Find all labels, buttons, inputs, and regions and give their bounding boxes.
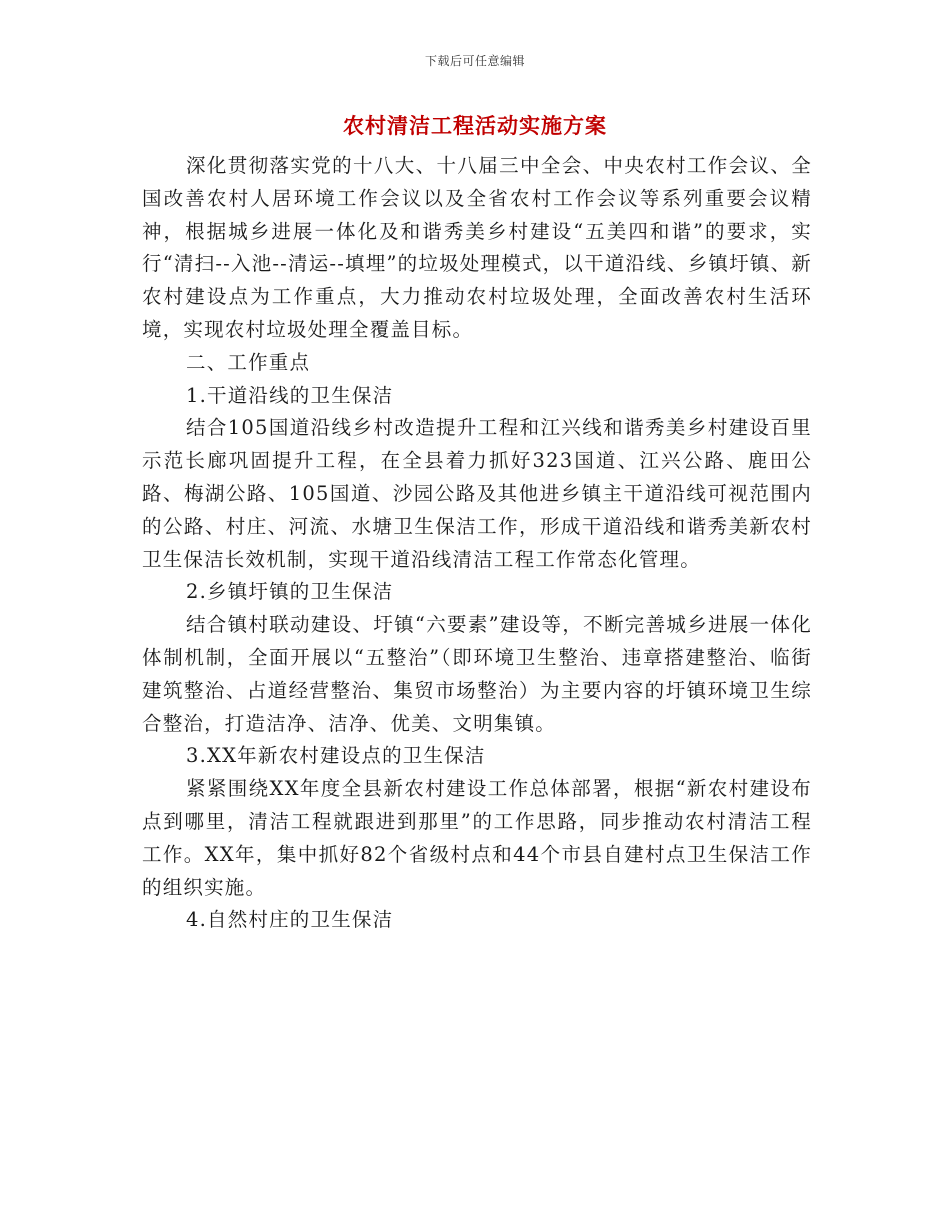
document-title: 农村清洁工程活动实施方案 — [343, 113, 607, 138]
item-heading-4: 4.自然村庄的卫生保洁 — [186, 908, 394, 932]
section-heading: 二、工作重点 — [186, 350, 311, 374]
item-paragraph-2: 结合镇村联动建设、圩镇“六要素”建设等，不断完善城乡进展一体化体制机制，全面开展以“五整治”（即环境卫生整治、违章搭建整治、临街建筑整治、占道经营整治、集贸市场整治）为主要内容的圩镇环境卫生综合整治，打造洁净、洁净、优美、文明集镇。 — [142, 613, 812, 735]
item-heading-2: 2.乡镇圩镇的卫生保洁 — [186, 580, 394, 604]
item-heading-3: 3.XX年新农村建设点的卫生保洁 — [186, 744, 486, 768]
intro-paragraph: 深化贯彻落实党的十八大、十八届三中全会、中央农村工作会议、全国改善农村人居环境工作会议以及全省农村工作会议等系列重要会议精神，根据城乡进展一体化及和谐秀美乡村建设“五美四和谐”的要求，实行“清扫--入池--清运--填埋”的垃圾处理模式，以干道沿线、乡镇圩镇、新农村建设点为工作重点，大力推动农村垃圾处理，全面改善农村生活环境，实现农村垃圾处理全覆盖目标。 — [142, 154, 812, 341]
item-paragraph-1: 结合105国道沿线乡村改造提升工程和江兴线和谐秀美乡村建设百里示范长廊巩固提升工程，在全县着力抓好323国道、江兴公路、鹿田公路、梅湖公路、105国道、沙园公路及其他进乡镇主干道沿线可视范围内的公路、村庄、河流、水塘卫生保洁工作，形成干道沿线和谐秀美新农村卫生保洁长效机制，实现干道沿线清洁工程工作常态化管理。 — [142, 416, 812, 571]
document-body — [142, 150, 812, 937]
header-note: 下载后可任意编辑 — [424, 54, 525, 68]
item-paragraph-3: 紧紧围绕XX年度全县新农村建设工作总体部署，根据“新农村建设布点到哪里，清洁工程就跟进到那里”的工作思路，同步推动农村清洁工程工作。XX年，集中抓好82个省级村点和44个市县自建村点卫生保洁工作的组织实施。 — [142, 777, 812, 899]
item-heading-1: 1.干道沿线的卫生保洁 — [186, 383, 394, 407]
